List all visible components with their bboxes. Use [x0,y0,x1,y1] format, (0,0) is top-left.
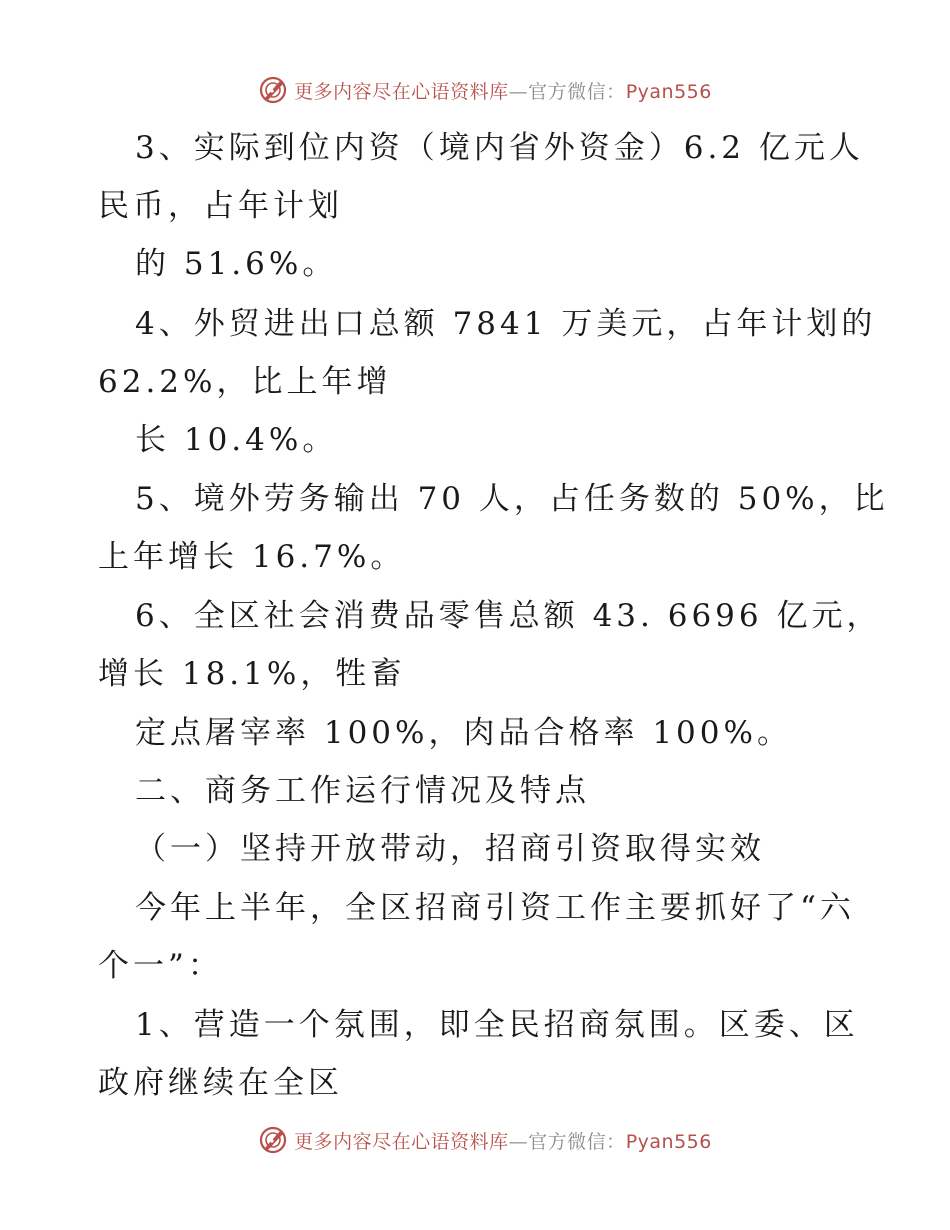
paragraph-line: 个一”： [98,948,223,984]
paragraph-line: 定点屠宰率 100%，肉品合格率 100%。 [135,715,792,751]
paragraph-line: 4、外贸进出口总额 7841 万美元，占年计划的 [135,306,877,342]
paragraph-line: 62.2%，比上年增 [98,364,392,400]
paragraph-line: 的 51.6%。 [135,246,338,282]
watermark-separator: — [508,80,529,103]
subsection-heading: （一）坚持开放带动，招商引资取得实效 [135,831,765,867]
section-heading: 二、商务工作运行情况及特点 [135,773,590,809]
paragraph-line: 1、营造一个氛围，即全民招商氛围。区委、区 [135,1007,859,1043]
paragraph-line: 增长 18.1%，牲畜 [98,656,406,692]
paragraph-line: 今年上半年，全区招商引资工作主要抓好了“六 [135,890,855,926]
paragraph-line: 6、全区社会消费品零售总额 43. 6696 亿元， [135,598,882,634]
watermark-official-label: 官方微信： [528,1130,626,1153]
paragraph-line: 长 10.4%。 [135,422,338,458]
watermark-main-text: 更多内容尽在心语资料库 [294,80,509,103]
paragraph-line: 政府继续在全区 [98,1065,343,1101]
watermark-account: Pyan556 [625,80,712,103]
watermark-separator: — [508,1130,529,1153]
paragraph-line: 5、境外劳务输出 70 人，占任务数的 50%，比 [135,481,889,517]
pen-logo-icon [258,1125,288,1155]
paragraph-line: 3、实际到位内资（境内省外资金）6.2 亿元人 [135,130,864,166]
footer-watermark [0,1120,950,1160]
watermark-official-label: 官方微信： [528,80,626,103]
paragraph-line: 民币，占年计划 [98,188,343,224]
header-watermark [0,70,950,110]
pen-logo-icon [258,75,288,105]
paragraph-line: 上年增长 16.7%。 [98,539,406,575]
watermark-main-text: 更多内容尽在心语资料库 [294,1130,509,1153]
watermark-account: Pyan556 [625,1130,712,1153]
